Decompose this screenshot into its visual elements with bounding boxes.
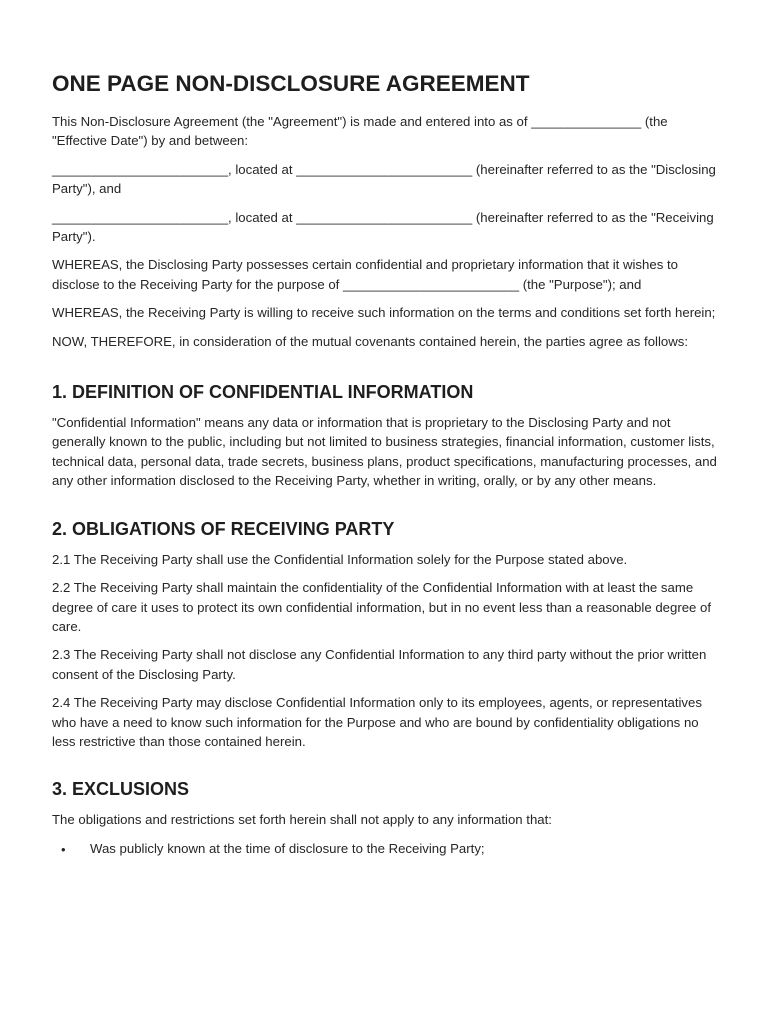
exclusions-list: [52, 839, 718, 858]
section-heading-obligations: 2. OBLIGATIONS OF RECEIVING PARTY: [52, 518, 395, 539]
definition-paragraph: "Confidential Information" means any data or information that is proprietary to the Disclosing Party and not generally known to the public, including but not limited to business strategies, financial information, customer lists, technical data, personal data, trade secrets, business plans, product specifications, manufacturing processes, and any other information disclosed to the Receiving Party, whether in writing, orally, or by any other means.: [52, 415, 717, 489]
intro-paragraph: This Non-Disclosure Agreement (the "Agreement") is made and entered into as of _______________ (the "Effective Date") by and between:: [52, 114, 668, 149]
exclusions-list-item-text: Was publicly known at the time of disclosure to the Receiving Party;: [90, 840, 485, 856]
bullet-icon: •: [61, 841, 66, 857]
obligation-clause-2-3: 2.3 The Receiving Party shall not disclose any Confidential Information to any third party without the prior written consent of the Disclosing Party.: [52, 647, 707, 682]
disclosing-party-paragraph: ________________________, located at ________________________ (hereinafter referred to as the "Disclosing Party"), and: [52, 161, 716, 197]
document-title: ONE PAGE NON-DISCLOSURE AGREEMENT: [52, 71, 530, 96]
section-heading-exclusions: 3. EXCLUSIONS: [52, 779, 190, 800]
obligation-clause-2-4: 2.4 The Receiving Party may disclose Confidential Information only to its employees, agents, or representatives who have a need to know such information for the Purpose and who are bound by confidentiality obligations no less restrictive than those contained herein.: [52, 695, 702, 749]
whereas-paragraph-2: WHEREAS, the Receiving Party is willing to receive such information on the terms and conditions set forth herein;: [52, 305, 716, 321]
section-heading-definition: 1. DEFINITION OF CONFIDENTIAL INFORMATION: [52, 382, 474, 403]
obligation-clause-2-2: 2.2 The Receiving Party shall maintain the confidentiality of the Confidential Information with at least the same degree of care it uses to protect its own confidential information, but in no event less than a reasonable degree of care.: [52, 580, 712, 634]
now-therefore-paragraph: NOW, THEREFORE, in consideration of the mutual covenants contained herein, the parties agree as follows:: [52, 333, 689, 349]
document-page: [52, 70, 718, 858]
whereas-paragraph-1: WHEREAS, the Disclosing Party possesses certain confidential and proprietary information that it wishes to disclose to the Receiving Party for the purpose of ________________________ (the "Purpose"); and: [52, 257, 678, 292]
receiving-party-paragraph: ________________________, located at ________________________ (hereinafter referred to as the "Receiving Party").: [52, 209, 714, 245]
exclusions-list-item: [52, 839, 718, 858]
obligation-clause-2-1: 2.1 The Receiving Party shall use the Confidential Information solely for the Purpose stated above.: [52, 551, 628, 567]
exclusions-intro-paragraph: The obligations and restrictions set forth herein shall not apply to any information that:: [52, 812, 552, 828]
